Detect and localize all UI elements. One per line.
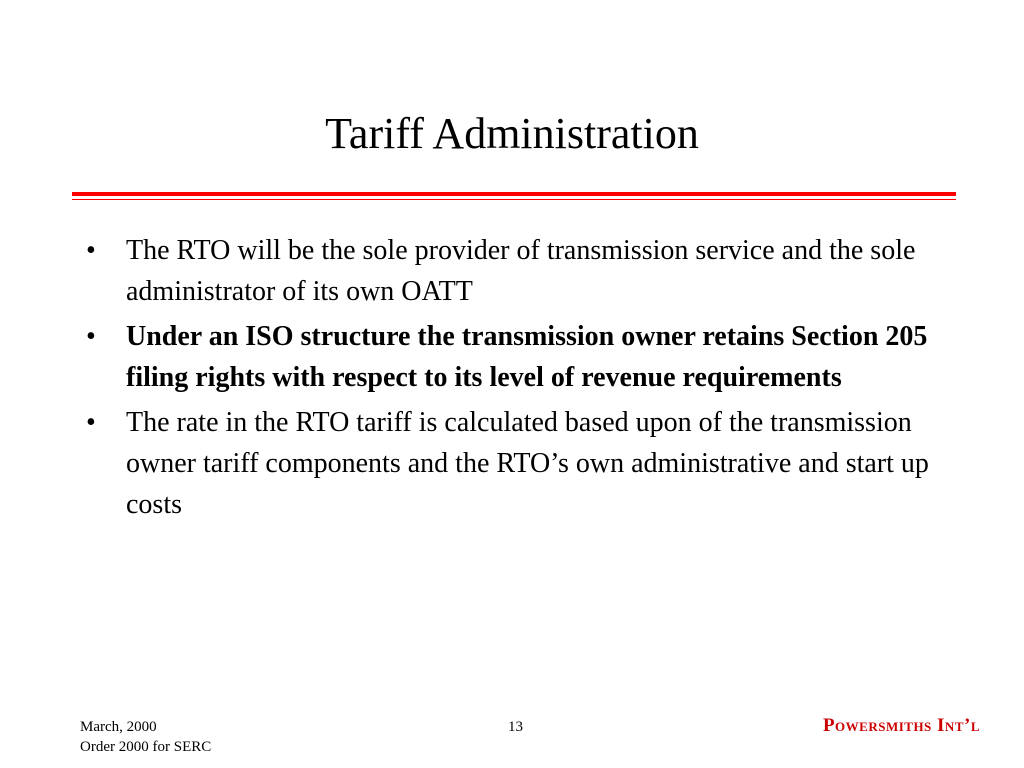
footer-date: March, 2000: [80, 719, 157, 735]
bullet-item-rto-provider: [80, 230, 960, 312]
page-number: 13: [508, 719, 523, 735]
bullet-text: The RTO will be the sole provider of transmission service and the sole administrator of its own OATT: [126, 235, 916, 307]
bullet-text: The rate in the RTO tariff is calculated based upon of the transmission owner tariff components and the RTO’s own administrative and start up costs: [126, 407, 929, 520]
bullet-marker: •: [86, 407, 96, 438]
title-divider-thick: [72, 192, 956, 196]
bullet-item-rate-calculation: [80, 402, 960, 525]
company-name: Powersmiths Int’l: [822, 715, 980, 736]
bullet-text: Under an ISO structure the transmission owner retains Section 205 filing rights with respect to its level of revenue requirements: [126, 321, 928, 393]
slide-title: Tariff Administration: [325, 109, 699, 158]
footer-subtitle: Order 2000 for SERC: [80, 739, 212, 755]
bullet-marker: •: [86, 321, 96, 352]
bullet-item-iso-structure: [80, 316, 960, 398]
bullet-list: [80, 230, 960, 529]
bullet-marker: •: [86, 235, 96, 266]
title-divider-thin: [72, 199, 956, 200]
